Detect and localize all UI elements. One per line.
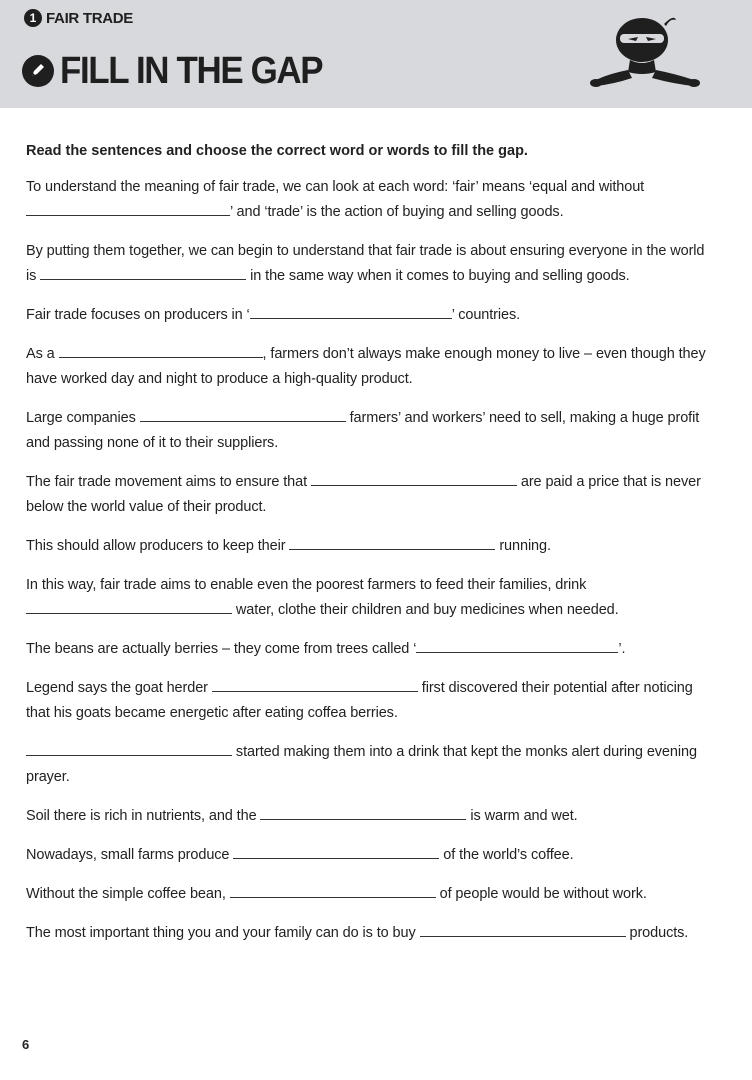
answer-blank[interactable]: [26, 200, 230, 216]
section-number-badge: 1: [24, 9, 42, 27]
sentence-12: Soil there is rich in nutrients, and the is warm and wet.: [26, 804, 706, 829]
page-number: 6: [22, 1037, 30, 1052]
answer-blank[interactable]: [26, 598, 232, 614]
answer-blank[interactable]: [289, 534, 495, 550]
answer-blank[interactable]: [230, 882, 436, 898]
ninja-mascot-icon: [590, 10, 700, 94]
sentence-9: The beans are actually berries – they come from trees called ‘ ’.: [26, 637, 706, 662]
answer-blank[interactable]: [420, 921, 626, 937]
answer-blank[interactable]: [26, 740, 232, 756]
answer-blank[interactable]: [40, 264, 246, 280]
sentence-13: Nowadays, small farms produce of the world’s coffee.: [26, 843, 706, 868]
sentence-4: As a , farmers don’t always make enough money to live – even though they have worked day and night to produce a high-quality product.: [26, 342, 706, 392]
sentence-15: The most important thing you and your family can do is to buy products.: [26, 921, 706, 946]
section-name: FAIR TRADE: [46, 9, 134, 27]
answer-blank[interactable]: [250, 303, 452, 319]
sentence-7: This should allow producers to keep their running.: [26, 534, 706, 559]
worksheet-content: [26, 140, 706, 960]
sentence-8: In this way, fair trade aims to enable even the poorest farmers to feed their families, drink water, clothe their children and buy medicines when needed.: [26, 577, 619, 618]
instructions: Read the sentences and choose the correct word or words to fill the gap.: [26, 143, 528, 159]
answer-blank[interactable]: [212, 676, 418, 692]
answer-blank[interactable]: [140, 406, 346, 422]
sentence-2: By putting them together, we can begin to understand that fair trade is about ensuring everyone in the world is in the same way when it comes to buying and selling goods.: [26, 243, 705, 284]
answer-blank[interactable]: [59, 342, 263, 358]
page-title: FILL IN THE GAP: [60, 49, 323, 92]
answer-blank[interactable]: [260, 804, 466, 820]
sentence-14: Without the simple coffee bean, of people would be without work.: [26, 882, 706, 907]
sentence-5: Large companies farmers’ and workers’ need to sell, making a huge profit and passing none of it to their suppliers.: [26, 406, 706, 456]
sentence-1: To understand the meaning of fair trade, we can look at each word: ‘fair’ means ‘equal and without ’ and ‘trade’ is the action of buying and selling goods.: [26, 179, 645, 220]
sentence-11: started making them into a drink that kept the monks alert during evening prayer.: [26, 740, 706, 790]
section-tag: [24, 6, 133, 30]
sentence-3: Fair trade focuses on producers in ‘ ’ countries.: [26, 303, 706, 328]
answer-blank[interactable]: [416, 637, 618, 653]
answer-blank[interactable]: [311, 470, 517, 486]
sentence-10: Legend says the goat herder first discovered their potential after noticing that his goats became energetic after eating coffea berries.: [26, 676, 706, 726]
title-row: [22, 46, 345, 96]
pencil-icon: [22, 55, 54, 87]
answer-blank[interactable]: [233, 843, 439, 859]
page-header: [0, 0, 752, 108]
sentence-6: The fair trade movement aims to ensure that are paid a price that is never below the world value of their product.: [26, 470, 706, 520]
